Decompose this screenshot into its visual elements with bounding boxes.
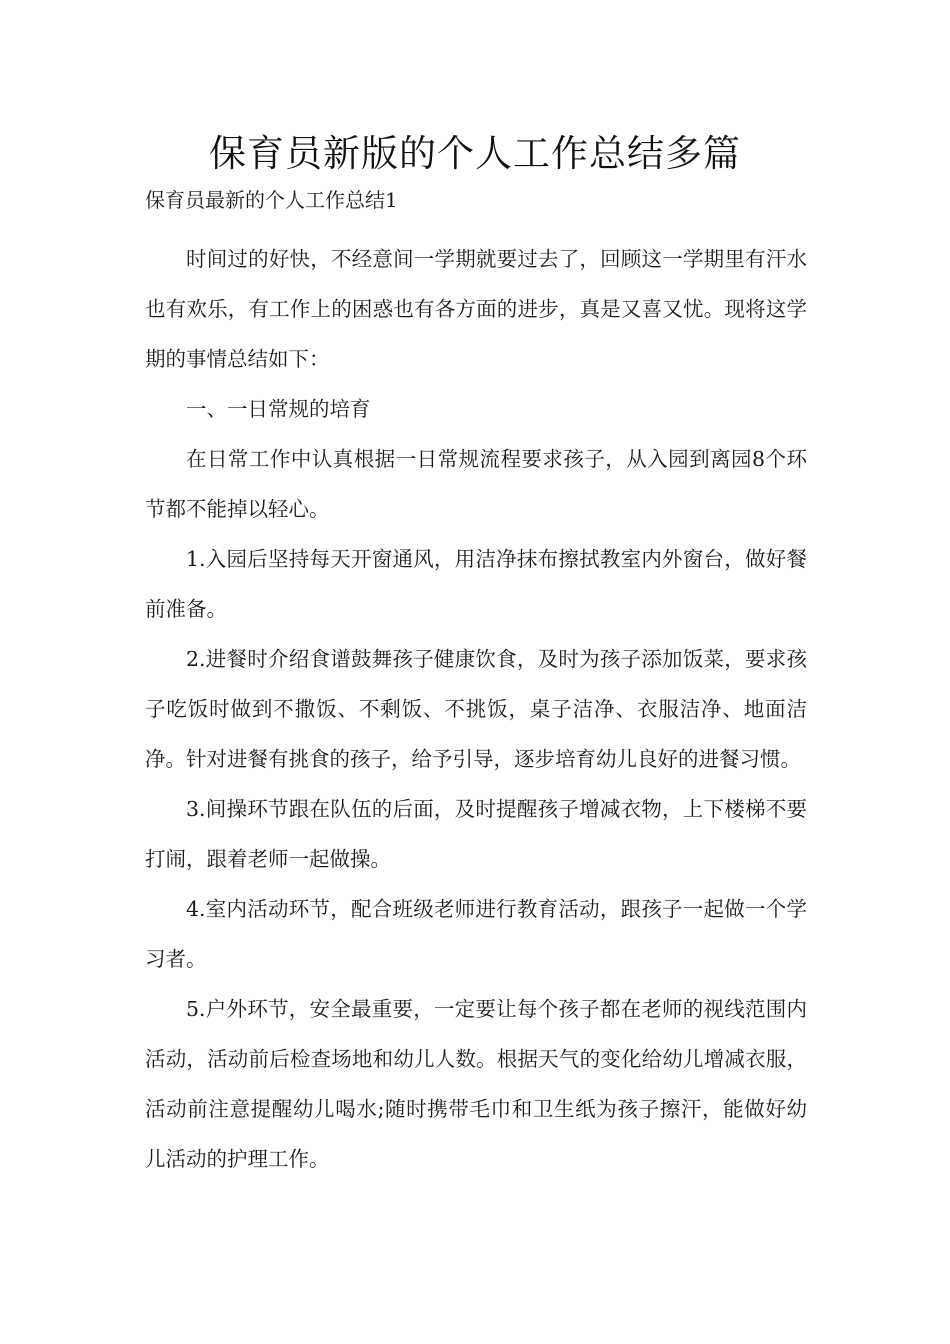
paragraph: 在日常工作中认真根据一日常规流程要求孩子，从入园到离园8个环节都不能掉以轻心。 [145,447,807,521]
section-heading: 一、一日常规的培育 [186,397,371,421]
paragraph: 2.进餐时介绍食谱鼓舞孩子健康饮食，及时为孩子添加饭菜，要求孩子吃饭时做到不撒饭、不剩饭、不挑饭，桌子洁净、衣服洁净、地面洁净。针对进餐有挑食的孩子，给予引导，逐步培育幼儿良好的进餐习惯。 [145,647,807,771]
document-title: 保育员新版的个人工作总结多篇 [209,132,741,175]
paragraph: 5.户外环节，安全最重要，一定要让每个孩子都在老师的视线范围内活动，活动前后检查场地和幼儿人数。根据天气的变化给幼儿增减衣服，活动前注意提醒幼儿喝水;随时携带毛巾和卫生纸为孩子擦汗，能做好幼儿活动的护理工作。 [145,997,807,1171]
paragraph: 4.室内活动环节，配合班级老师进行教育活动，跟孩子一起做一个学习者。 [145,897,807,971]
paragraph: 1.入园后坚持每天开窗通风，用洁净抹布擦拭教室内外窗台，做好餐前准备。 [145,547,807,621]
section-subtitle: 保育员最新的个人工作总结1 [145,188,398,212]
document-body [145,234,807,1184]
paragraph: 时间过的好快，不经意间一学期就要过去了，回顾这一学期里有汗水也有欢乐，有工作上的困惑也有各方面的进步，真是又喜又忧。现将这学期的事情总结如下： [145,247,807,371]
paragraph: 3.间操环节跟在队伍的后面，及时提醒孩子增减衣物，上下楼梯不要打闹，跟着老师一起做操。 [145,797,807,871]
